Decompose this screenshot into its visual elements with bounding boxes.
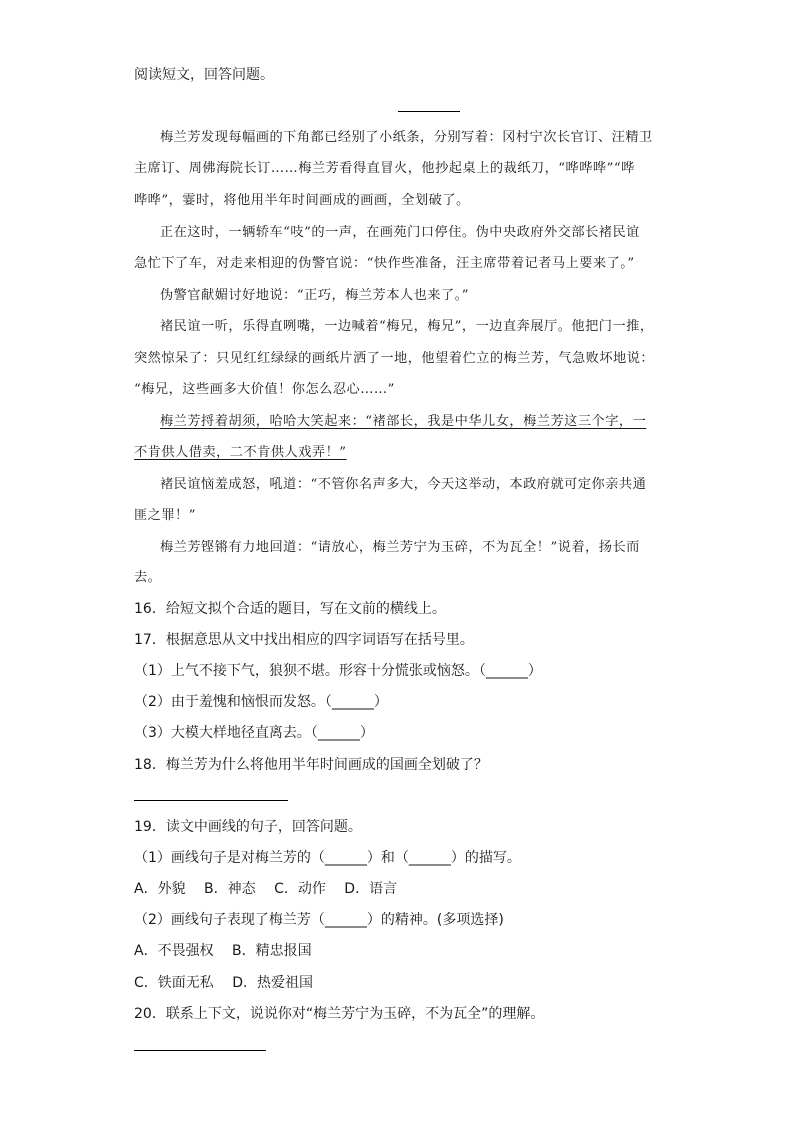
passage-line: 去。 xyxy=(134,570,162,585)
question-20: 20．联系上下文，说说你对“梅兰芳宁为玉碎，不为瓦全”的理解。 xyxy=(134,1006,545,1022)
passage-line: 褚民谊恼羞成怒，吼道：“不管你名声多大，今天这举动，本政府就可定你亲共通 xyxy=(160,477,647,492)
question-16: 16．给短文拟个合适的题目，写在文前的横线上。 xyxy=(134,601,446,617)
intro-instruction: 阅读短文，回答问题。 xyxy=(134,67,274,83)
question-19-1[interactable]: （1）画线句子是对梅兰芳的（______）和（______）的描写。 xyxy=(134,850,521,866)
question-19-1-options[interactable]: A．外貌 B．神态 C．动作 D．语言 xyxy=(134,881,398,897)
answer-line-20[interactable] xyxy=(134,1050,266,1051)
passage-line: 急忙下了车，对走来相迎的伪警官说：“快作些准备，汪主席带着记者马上要来了。” xyxy=(134,256,635,271)
passage-line: 匪之罪！” xyxy=(134,508,196,523)
underlined-sentence: 梅兰芳捋着胡须，哈哈大笑起来：“褚部长，我是中华儿女，梅兰芳这三个字，一 xyxy=(160,414,647,429)
title-blank-line[interactable] xyxy=(398,111,460,112)
passage-line: 突然惊呆了：只见红红绿绿的画纸片洒了一地，他望着伫立的梅兰芳，气急败坏地说： xyxy=(134,351,655,366)
question-19-2[interactable]: （2）画线句子表现了梅兰芳（______）的精神。(多项选择) xyxy=(134,912,504,928)
question-17-1[interactable]: （1）上气不接下气，狼狈不堪。形容十分慌张或恼怒。（______） xyxy=(134,663,542,679)
passage-line: 梅兰芳发现每幅画的下角都已经别了小纸条，分别写着：冈村宁次长官订、汪精卫 xyxy=(160,130,653,145)
question-17-2[interactable]: （2）由于羞愧和恼恨而发怒。（______） xyxy=(134,694,388,710)
passage-line: 梅兰芳铿锵有力地回道：“请放心，梅兰芳宁为玉碎，不为瓦全！”说着，扬长而 xyxy=(160,540,640,555)
answer-line-18[interactable] xyxy=(134,800,288,801)
passage-line: 哗哗”，霎时，将他用半年时间画成的画画，全划破了。 xyxy=(134,193,470,208)
question-19-2-options[interactable]: C．铁面无私 D．热爱祖国 xyxy=(134,975,314,991)
passage-line: 伪警官献媚讨好地说：“正巧，梅兰芳本人也来了。” xyxy=(160,288,470,303)
question-19: 19．读文中画线的句子，回答问题。 xyxy=(134,819,362,835)
passage-line: 褚民谊一听，乐得直咧嘴，一边喊着“梅兄，梅兄”，一边直奔展厅。他把门一推， xyxy=(160,319,654,334)
question-18: 18．梅兰芳为什么将他用半年时间画成的国画全划破了？ xyxy=(134,757,488,773)
underlined-sentence: 不肯供人借卖，二不肯供人戏弄！” xyxy=(134,445,347,460)
question-17: 17．根据意思从文中找出相应的四字词语写在括号里。 xyxy=(134,632,474,648)
passage-line: 正在这时，一辆轿车“吱”的一声，在画苑门口停住。伪中央政府外交部长褚民谊 xyxy=(160,225,640,240)
question-17-3[interactable]: （3）大模大样地径直离去。（______） xyxy=(134,725,374,741)
passage-line: 主席订、周佛海院长订……梅兰芳看得直冒火，他抄起桌上的裁纸刀，“哗哗哗”“哗 xyxy=(134,161,635,176)
passage-line: “梅兄，这些画多大价值！你怎么忍心……” xyxy=(134,382,395,397)
question-19-2-options[interactable]: A．不畏强权 B．精忠报国 xyxy=(134,943,312,959)
